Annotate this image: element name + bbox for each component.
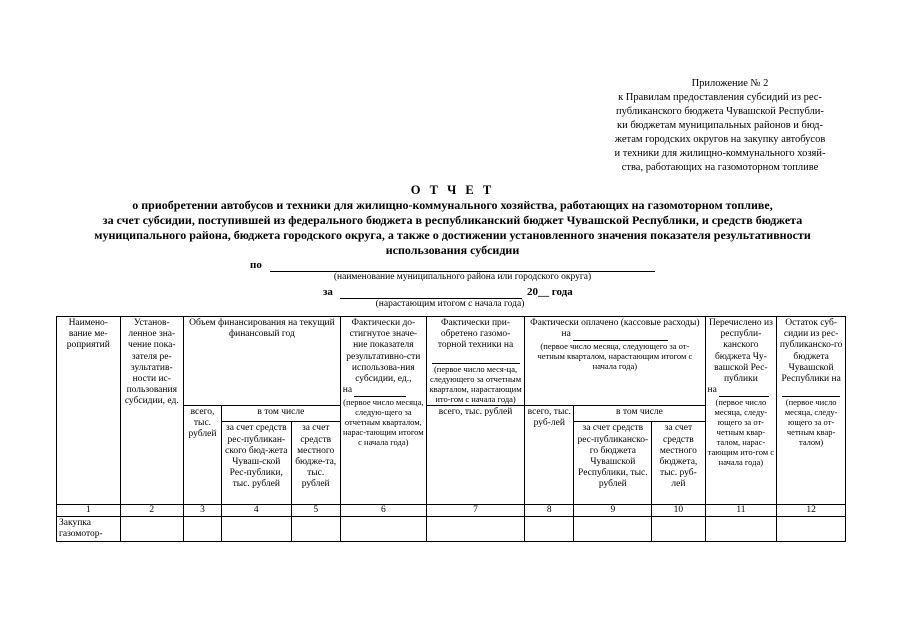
col-header-transferred: Перечислено из республи-канского бюджета Чу-вашской Рес-публики на (первое число месяца, следу-ющего за от-четным квар-талом, нарас-тающим ито-гом с начала года) — [705, 317, 777, 505]
table-cell[interactable] — [705, 516, 777, 541]
col-header-funding-incl: в том числе — [221, 405, 340, 422]
table-cell[interactable] — [184, 516, 222, 541]
year-label: 20__ года — [527, 286, 573, 298]
za-label: за — [323, 286, 333, 298]
col-header-purchased: Фактически при-обретено газомо-торной техники на (первое число меся-ца, следующего за отчетным кварталом, нарастающим ито-гом с начала года) — [426, 317, 524, 406]
column-number: 4 — [221, 504, 291, 516]
table-cell[interactable] — [291, 516, 340, 541]
col-header-paid-incl: в том числе — [574, 405, 705, 422]
column-number: 12 — [777, 504, 846, 516]
column-number: 7 — [426, 504, 524, 516]
column-number: 6 — [340, 504, 426, 516]
col-header-paid: Фактически оплачено (кассовые расходы) на (первое число месяца, следующего за от-четным кварталом, нарастающим итогом с начала года) — [525, 317, 705, 406]
col-header-balance: Остаток суб-сидии из рес-публиканско-го бюджета Чувашской Республики на (первое число месяца, следу-ющего за от-четным квар-талом) — [777, 317, 846, 505]
column-number: 2 — [120, 504, 184, 516]
appendix-line: публиканского бюджета Чувашской Республи- — [616, 106, 824, 117]
col-header-measures: Наимено-вание ме-роприятий — [57, 317, 121, 505]
appendix-line: жетам городских округов на закупку автобусов — [614, 134, 826, 145]
appendix-block — [570, 77, 870, 175]
col-header-purchased-total: всего, тыс. рублей — [426, 405, 524, 504]
table-cell[interactable] — [652, 516, 705, 541]
table-cell[interactable] — [120, 516, 184, 541]
col-header-funding-rep: за счет средств рес-публикан-ского бюд-жета Чуваш-ской Рес-публики, тыс. рублей — [221, 422, 291, 504]
table-cell[interactable] — [525, 516, 574, 541]
report-line: использования субсидии — [385, 243, 520, 257]
report-heading: О Т Ч Е Т — [410, 183, 495, 197]
column-number: 8 — [525, 504, 574, 516]
table-row — [57, 516, 846, 541]
table-cell[interactable] — [340, 516, 426, 541]
column-number-row — [57, 504, 846, 516]
appendix-line: и техники для жилищно-коммунального хозяй- — [614, 148, 826, 159]
column-number: 9 — [574, 504, 652, 516]
column-number: 10 — [652, 504, 705, 516]
table-cell[interactable] — [574, 516, 652, 541]
col-header-funding-total: всего, тыс. рублей — [184, 405, 222, 504]
za-caption: (нарастающим итогом с начала года) — [375, 299, 525, 309]
col-header-paid-rep: за счет средств рес-публиканско-го бюджета Чувашской Республики, тыс. рублей — [574, 422, 652, 504]
column-number: 11 — [705, 504, 777, 516]
appendix-line: ки бюджетам муниципальных районов и бюд- — [616, 120, 824, 131]
appendix-line: ства, работающих на газомоторном топливе — [621, 162, 819, 173]
table-cell[interactable] — [777, 516, 846, 541]
table-cell[interactable] — [221, 516, 291, 541]
report-table — [56, 316, 846, 542]
report-title — [40, 183, 865, 258]
column-number: 5 — [291, 504, 340, 516]
row-measure-name: Закупка газомотор- — [57, 516, 121, 541]
col-header-achieved: Фактически до-стигнутое значе-ние показателя результативно-сти использова-ния субсидии, ед., на (первое число месяца, следую-щего за отчетным кварталом, нарас-тающим итогом с начала года) — [340, 317, 426, 505]
report-line: за счет субсидии, поступившей из федерального бюджета в республиканский бюджет Чувашской Республики, и средств бюджета — [102, 213, 803, 227]
column-number: 1 — [57, 504, 121, 516]
po-label: по — [250, 259, 262, 271]
report-line: муниципального района, бюджета городского округа, а также о достижении установленного значения показателя результативности — [94, 228, 811, 242]
col-header-funding-local: за счет средств местного бюдже-та, тыс. рублей — [291, 422, 340, 504]
appendix-line: к Правилам предоставления субсидий из рес- — [618, 92, 822, 103]
column-number: 3 — [184, 504, 222, 516]
report-line: о приобретении автобусов и техники для жилищно-коммунального хозяйства, работающих на газомоторном топливе, — [132, 198, 773, 212]
table-cell[interactable] — [426, 516, 524, 541]
appendix-title: Приложение № 2 — [691, 78, 769, 89]
col-header-paid-local: за счет средств местного бюджета, тыс. руб-лей — [652, 422, 705, 504]
col-header-target: Установ-ленное зна-чение пока-зателя ре-зультатив-ности ис-пользования субсидии, ед. — [120, 317, 184, 505]
po-caption: (наименование муниципального района или городского округа) — [333, 272, 592, 282]
col-header-paid-total: всего, тыс. руб-лей — [525, 405, 574, 504]
col-header-funding: Объем финансирования на текущий финансовый год — [184, 317, 341, 406]
